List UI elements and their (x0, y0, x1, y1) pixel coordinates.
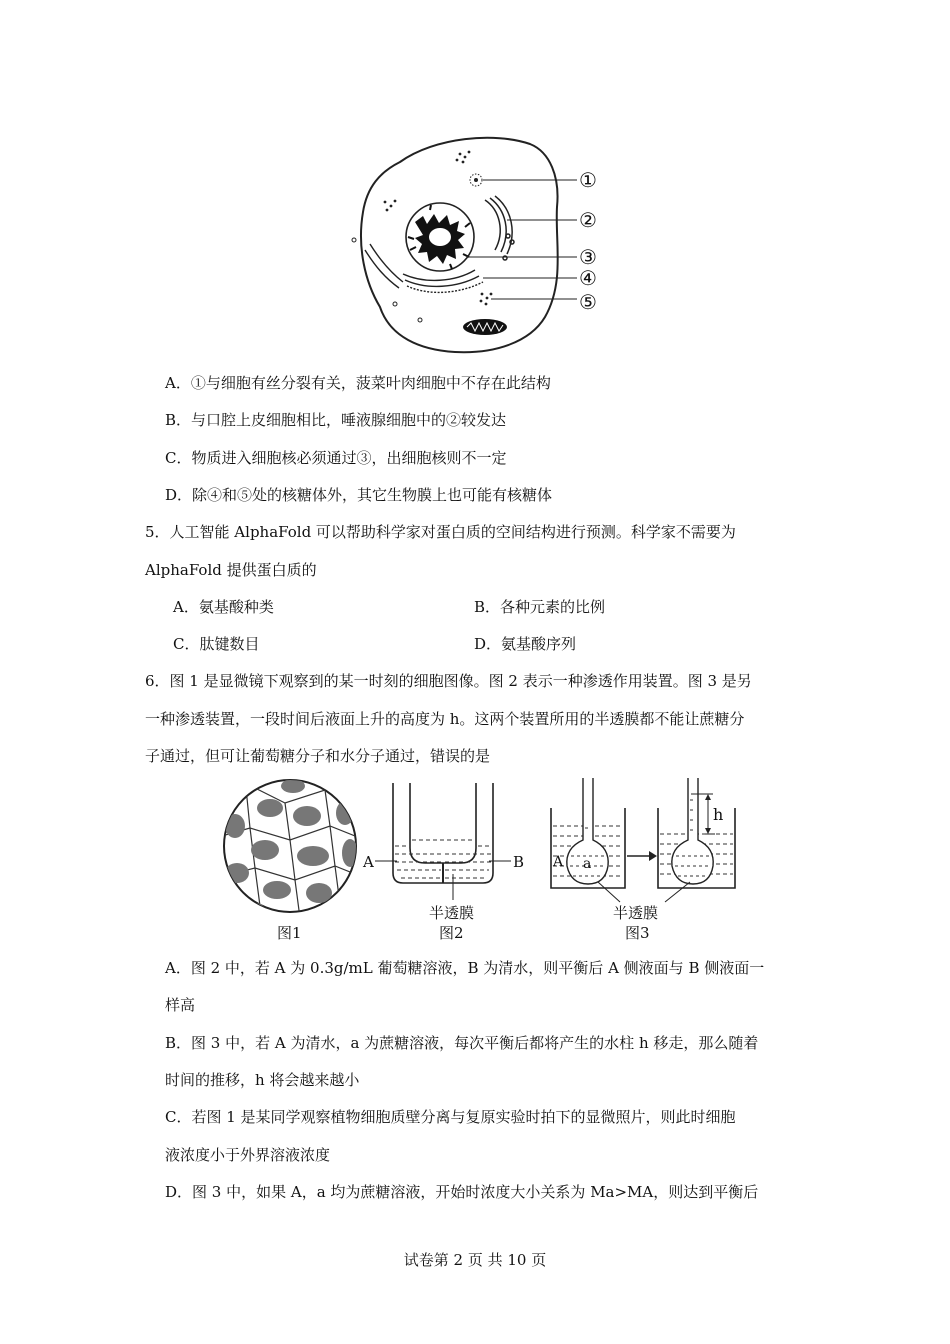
q4-option-d: D．除④和⑤处的核糖体外，其它生物膜上也可能有核糖体 (165, 486, 553, 504)
centrosome (470, 174, 482, 186)
nucleus (406, 203, 474, 271)
q4-option-a: A．①与细胞有丝分裂有关，菠菜叶肉细胞中不存在此结构 (165, 374, 551, 392)
q6-stem-line-2: 一种渗透装置，一段时间后液面上升的高度为 h。这两个装置所用的半透膜都不能让蔗糖分 (145, 710, 745, 728)
q6-option-a-line-1: A．图 2 中，若 A 为 0.3g/mL 葡萄糖溶液，B 为清水，则平衡后 A 侧液面与 B 侧液面一 (165, 959, 765, 977)
fig2-membrane-label: 半透膜 (429, 904, 475, 922)
page-footer: 试卷第 2 页 共 10 页 (403, 1251, 547, 1269)
mitochondrion (463, 319, 507, 335)
fig2-caption: 图2 (439, 924, 464, 942)
q5-option-d: D．氨基酸序列 (474, 635, 577, 653)
q4-option-c: C．物质进入细胞核必须通过③，出细胞核则不一定 (165, 449, 507, 467)
label-1: ① (579, 168, 597, 192)
q5-option-b: B．各种元素的比例 (474, 598, 606, 616)
q5-option-c: C．肽键数目 (173, 635, 260, 653)
label-pointer-lines (467, 180, 577, 299)
label-3: ③ (579, 245, 597, 269)
q6-stem-line-3: 子通过，但可让葡萄糖分子和水分子通过，错误的是 (145, 747, 491, 765)
fig3-label-small-a: a (583, 856, 592, 872)
label-4: ④ (579, 266, 597, 290)
cell-diagram (345, 132, 610, 357)
q5-stem-line-2: AlphaFold 提供蛋白质的 (145, 561, 317, 579)
q6-option-b-line-1: B．图 3 中，若 A 为清水，a 为蔗糖溶液，每次平衡后都将产生的水柱 h 移走，那么随着 (165, 1034, 759, 1052)
fig3-membrane-label: 半透膜 (613, 904, 659, 922)
label-2: ② (579, 208, 597, 232)
figure-1-plant-cells (215, 778, 365, 942)
fig3-label-h: h (713, 805, 724, 824)
fig2-label-b: B (513, 853, 525, 871)
label-5: ⑤ (579, 290, 597, 314)
q6-option-c-line-1: C．若图 1 是某同学观察植物细胞质壁分离与复原实验时拍下的显微照片，则此时细胞 (165, 1108, 736, 1126)
osmosis-figures (215, 778, 745, 943)
structure-labels (579, 168, 597, 314)
q6-stem-line-1: 6．图 1 是显微镜下观察到的某一时刻的细胞图像。图 2 表示一种渗透作用装置。图 3 是另 (145, 672, 752, 690)
q4-option-b: B．与口腔上皮细胞相比，唾液腺细胞中的②较发达 (165, 411, 507, 429)
figure-3-beakers (551, 778, 735, 942)
q5-option-a: A．氨基酸种类 (173, 598, 274, 616)
q5-stem-line-1: 5．人工智能 AlphaFold 可以帮助科学家对蛋白质的空间结构进行预测。科学家不需要为 (145, 523, 736, 541)
fig2-label-a: A (363, 853, 374, 871)
fig3-label-a: A (553, 854, 564, 870)
q6-option-a-line-2: 样高 (165, 996, 196, 1014)
fig1-caption: 图1 (277, 924, 302, 942)
q6-option-d-line-1: D．图 3 中，如果 A，a 均为蔗糖溶液，开始时浓度大小关系为 Ma>MA，则达到平衡后 (165, 1183, 759, 1201)
q6-option-c-line-2: 液浓度小于外界溶液浓度 (165, 1146, 331, 1164)
q6-option-b-line-2: 时间的推移，h 将会越来越小 (165, 1071, 360, 1089)
arrow-icon (649, 851, 657, 861)
fig3-caption: 图3 (625, 924, 650, 942)
figure-2-u-tube (362, 783, 524, 942)
golgi-apparatus (485, 196, 514, 260)
